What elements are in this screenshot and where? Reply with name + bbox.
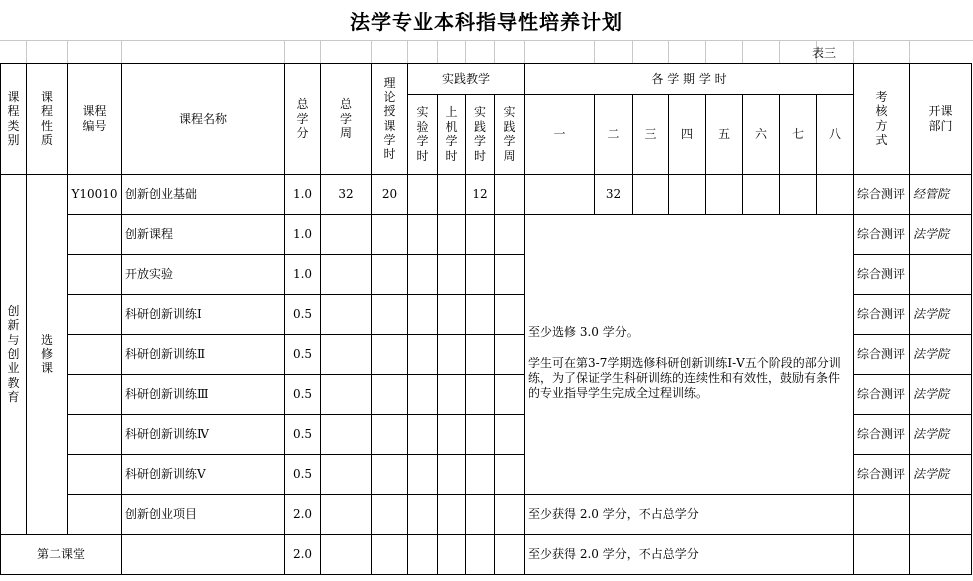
header-prac-hours: 实践学时 [466,95,495,175]
table-number: 表三 [811,45,836,60]
course-assessment [854,495,910,535]
second-classroom-note: 至少获得 2.0 学分，不占总学分 [525,535,854,575]
course-semester-2-hours: 32 [595,175,633,215]
course-credits: 0.5 [285,295,321,335]
course-code [68,495,122,535]
course-credits: 0.5 [285,375,321,415]
elective-notes [525,215,854,495]
course-name: 创新创业项目 [122,495,285,535]
course-assessment: 综合测评 [854,335,910,375]
nature-cell: 选修课 [27,175,68,535]
course-name: 开放实验 [122,255,285,295]
header-machine-hours: 上机学时 [438,95,466,175]
course-name: 科研创新训练Ⅲ [122,375,285,415]
course-assessment: 综合测评 [854,415,910,455]
header-category: 课程类别 [1,64,27,175]
header-semester-6: 六 [743,95,780,175]
category-cell: 创新与创业教育 [1,175,27,535]
header-practice-group: 实践教学 [408,64,525,95]
table-row [1,175,972,215]
header-weeks: 总学周 [321,64,372,175]
course-code [68,295,122,335]
header-semester-3: 三 [633,95,669,175]
curriculum-table [0,63,972,575]
course-dept [910,255,972,295]
header-assessment: 考核方式 [854,64,910,175]
elective-min-note: 至少选修 3.0 学分。 [528,324,639,339]
course-assessment: 综合测评 [854,455,910,495]
course-credits: 0.5 [285,415,321,455]
header-semester-8: 八 [817,95,854,175]
course-code [68,215,122,255]
course-name: 创新课程 [122,215,285,255]
course-credits: 1.0 [285,175,321,215]
course-weeks: 32 [321,175,372,215]
header-semester-group: 各 学 期 学 时 [525,64,854,95]
project-note: 至少获得 2.0 学分，不占总学分 [525,495,854,535]
course-code [68,415,122,455]
course-theory-hours: 20 [372,175,408,215]
header-exp-hours: 实验学时 [408,95,438,175]
course-name: 科研创新训练Ⅱ [122,335,285,375]
course-name: 科研创新训练Ⅰ [122,295,285,335]
course-code [68,255,122,295]
course-name: 科研创新训练Ⅳ [122,415,285,455]
course-dept: 法学院 [910,295,972,335]
second-classroom-label: 第二课堂 [1,535,122,575]
header-name: 课程名称 [122,64,285,175]
research-training-note: 学生可在第3-7学期选修科研创新训练Ⅰ-Ⅴ五个阶段的部分训练，为了保证学生科研训练的连续性和有效性，鼓励有条件的专业指导学生完成全过程训练。 [528,355,841,400]
table-row [1,495,972,535]
second-classroom-row [1,535,972,575]
course-code: Y10010 [68,175,122,215]
course-assessment: 综合测评 [854,295,910,335]
header-semester-1: 一 [525,95,595,175]
course-assessment: 综合测评 [854,255,910,295]
course-dept: 法学院 [910,415,972,455]
course-prac-hours: 12 [466,175,495,215]
course-assessment: 综合测评 [854,175,910,215]
course-code [68,455,122,495]
course-code [68,335,122,375]
course-credits: 1.0 [285,255,321,295]
course-name: 科研创新训练Ⅴ [122,455,285,495]
page-title: 法学专业本科指导性培养计划 [350,9,623,34]
course-dept: 法学院 [910,455,972,495]
course-credits: 0.5 [285,335,321,375]
course-credits: 0.5 [285,455,321,495]
course-dept: 法学院 [910,215,972,255]
course-dept: 经管院 [910,175,972,215]
table-row [1,215,972,255]
header-prac-weeks: 实践学周 [495,95,525,175]
course-name: 创新创业基础 [122,175,285,215]
header-semester-7: 七 [780,95,817,175]
course-dept: 法学院 [910,375,972,415]
course-dept: 法学院 [910,335,972,375]
second-classroom-credits: 2.0 [285,535,321,575]
header-semester-5: 五 [706,95,743,175]
course-credits: 2.0 [285,495,321,535]
header-dept: 开课部门 [910,64,972,175]
course-dept [910,495,972,535]
header-semester-2: 二 [595,95,633,175]
course-credits: 1.0 [285,215,321,255]
course-code [68,375,122,415]
course-assessment: 综合测评 [854,375,910,415]
header-nature: 课程性质 [27,64,68,175]
header-theory-hours: 理论授课学时 [372,64,408,175]
header-code: 课程编号 [68,64,122,175]
header-semester-4: 四 [669,95,706,175]
header-credits: 总学分 [285,64,321,175]
course-assessment: 综合测评 [854,215,910,255]
